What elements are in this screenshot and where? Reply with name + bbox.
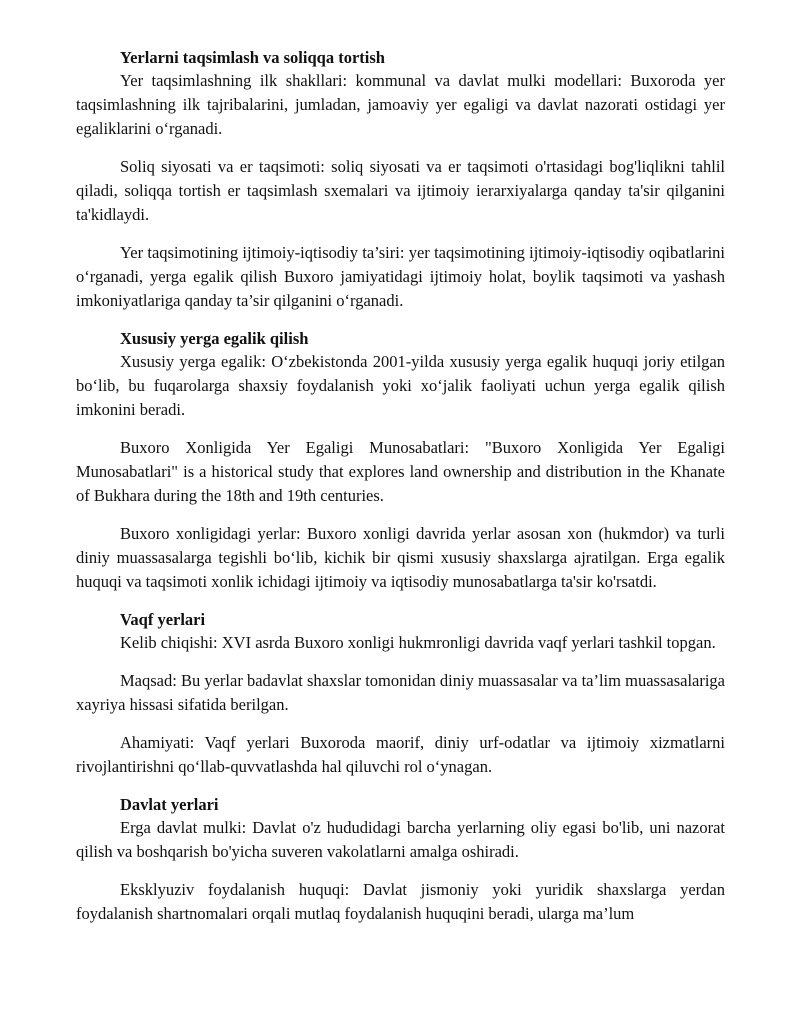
paragraph: Maqsad: Bu yerlar badavlat shaxslar tomonidan diniy muassasalar va ta’lim muassasalariga xayriya hissasi sifatida berilgan. bbox=[76, 671, 725, 714]
paragraph: Buxoro Xonligida Yer Egaligi Munosabatlari: "Buxoro Xonligida Yer Egaligi Munosabatlari" is a historical study that explores land ownership and distribution in the Khanate of Bukhara during the 18th and 19th centuries. bbox=[76, 438, 725, 505]
section-heading: Xususiy yerga egalik qilish bbox=[120, 329, 309, 348]
paragraph: Erga davlat mulki: Davlat o'z hududidagi barcha yerlarning oliy egasi bo'lib, uni nazorat qilish va boshqarish bo'yicha suveren vakolatlarni amalga oshiradi. bbox=[76, 818, 725, 861]
paragraph: Buxoro xonligidagi yerlar: Buxoro xonligi davrida yerlar asosan xon (hukmdor) va turli diniy muassasalarga tegishli bo‘lib, kichik bir qismi xususiy shaxslarga ajratilgan. Erga egalik huquqi va taqsimoti xonlik ichidagi ijtimoiy va iqtisodiy munosabatlarga ta'sir ko'rsatdi. bbox=[76, 524, 725, 591]
paragraph: Ahamiyati: Vaqf yerlari Buxoroda maorif, diniy urf-odatlar va ijtimoiy xizmatlarni rivojlantirishni qo‘llab-quvvatlashda hal qiluvchi rol o‘ynagan. bbox=[76, 733, 725, 776]
paragraph: Yer taqsimlashning ilk shakllari: kommunal va davlat mulki modellari: Buxoroda yer taqsimlashning ilk tajribalarini, jumladan, jamoaviy yer egaligi va davlat nazorati ostidagi yer egaliklarini o‘rganadi. bbox=[76, 71, 725, 138]
section-heading: Davlat yerlari bbox=[120, 795, 219, 814]
paragraph: Yer taqsimotining ijtimoiy-iqtisodiy ta’siri: yer taqsimotining ijtimoiy-iqtisodiy oqibatlarini o‘rganadi, yerga egalik qilish Buxoro jamiyatidagi ijtimoiy holat, boylik taqsimoti va yashash imkoniyatlariga qanday ta’sir qilganini o‘rganadi. bbox=[76, 243, 725, 310]
paragraph: Soliq siyosati va er taqsimoti: soliq siyosati va er taqsimoti o'rtasidagi bog'liqlikni tahlil qiladi, soliqqa tortish er taqsimlash sxemalari va ijtimoiy ierarxiyalarga qanday ta'sir qilganini ta'kidlaydi. bbox=[76, 157, 725, 224]
section-heading: Vaqf yerlari bbox=[120, 610, 206, 629]
section-heading: Yerlarni taqsimlash va soliqqa tortish bbox=[120, 48, 385, 67]
document-page bbox=[76, 46, 725, 926]
paragraph: Eksklyuziv foydalanish huquqi: Davlat jismoniy yoki yuridik shaxslarga yerdan foydalanish shartnomalari orqali mutlaq foydalanish huquqini beradi, ularga ma’lum bbox=[76, 880, 725, 923]
paragraph: Kelib chiqishi: XVI asrda Buxoro xonligi hukmronligi davrida vaqf yerlari tashkil topgan. bbox=[120, 633, 716, 652]
paragraph: Xususiy yerga egalik: O‘zbekistonda 2001-yilda xususiy yerga egalik huquqi joriy etilgan bo‘lib, bu fuqarolarga shaxsiy foydalanish yoki xo‘jalik faoliyati uchun yerga egalik qilish imkonini beradi. bbox=[76, 352, 725, 419]
